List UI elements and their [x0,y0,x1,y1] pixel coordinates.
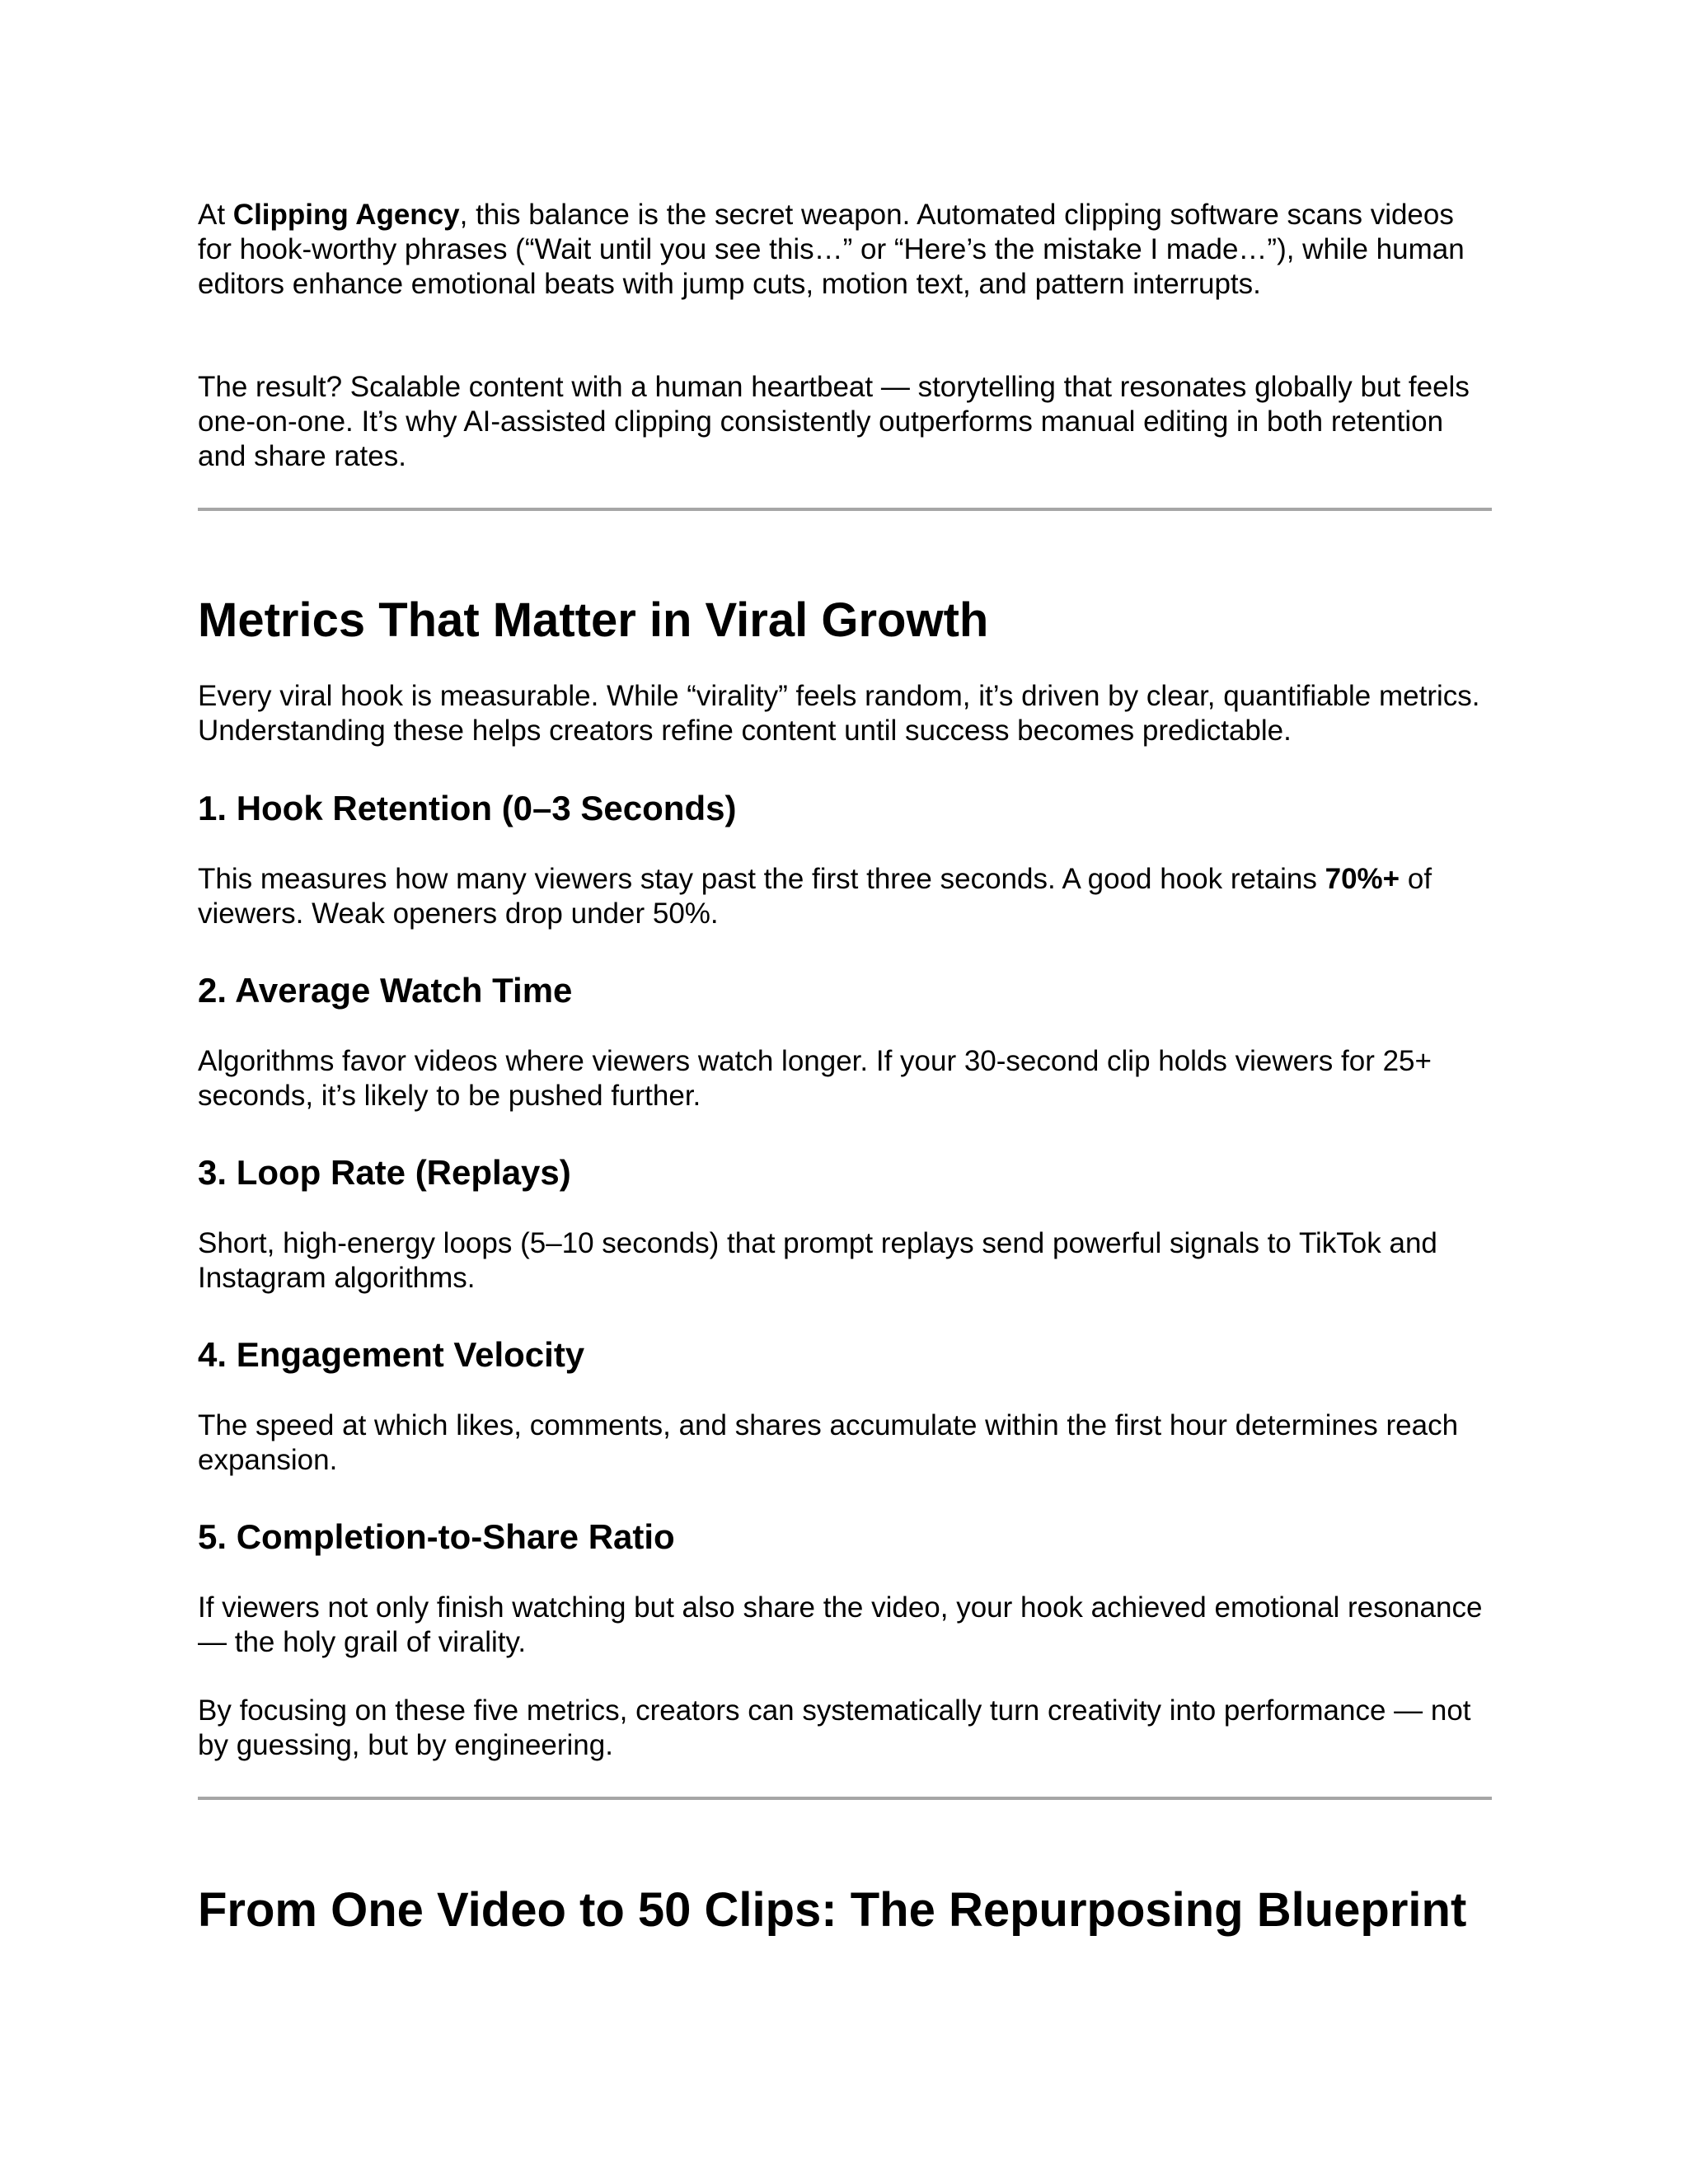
metric-highlight: 70%+ [1325,863,1400,895]
metric-title-loop-rate: 3. Loop Rate (Replays) [198,1153,571,1192]
metrics-conclusion: By focusing on these five metrics, creators can systematically turn creativity into performance — not by guessing, but by engineering. [198,1694,1471,1761]
metric-text-hook-retention [198,862,1492,931]
metric-text-completion-share: If viewers not only finish watching but also share the video, your hook achieved emotional resonance — the holy grail of virality. [198,1591,1483,1658]
metric-title-hook-retention: 1. Hook Retention (0–3 Seconds) [198,789,737,827]
metric-text-part: of viewers. Weak openers drop under 50%. [198,863,1432,930]
metric-text-engagement-velocity: The speed at which likes, comments, and shares accumulate within the first hour determines reach expansion. [198,1409,1459,1476]
intro-prefix: At [198,199,233,231]
metric-title-engagement-velocity: 4. Engagement Velocity [198,1335,585,1374]
intro-paragraph-1 [198,198,1492,302]
section-divider [198,1797,1492,1800]
metric-text-loop-rate: Short, high-energy loops (5–10 seconds) that prompt replays send powerful signals to TikTok and Instagram algorithms. [198,1227,1437,1294]
metric-title-watch-time: 2. Average Watch Time [198,971,573,1010]
section-divider [198,508,1492,511]
brand-name: Clipping Agency [232,199,460,231]
section-heading-repurposing: From One Video to 50 Clips: The Repurposing Blueprint [198,1883,1467,1937]
intro-paragraph-2: The result? Scalable content with a human heartbeat — storytelling that resonates globally but feels one-on-one. It’s why AI-assisted clipping consistently outperforms manual editing in both retention and share rates. [198,371,1470,472]
metrics-intro: Every viral hook is measurable. While “virality” feels random, it’s driven by clear, quantifiable metrics. Understanding these helps creators refine content until success becomes predictable. [198,680,1480,747]
intro-rest: , this balance is the secret weapon. Automated clipping software scans videos for hook-worthy phrases (“Wait until you see this…” or “Here’s the mistake I made…”), while human editors enhance emotional beats with jump cuts, motion text, and pattern interrupts. [198,199,1465,300]
metric-text-watch-time: Algorithms favor videos where viewers watch longer. If your 30-second clip holds viewers for 25+ seconds, it’s likely to be pushed further. [198,1045,1432,1112]
section-heading-metrics: Metrics That Matter in Viral Growth [198,593,989,647]
metric-title-completion-share: 5. Completion-to-Share Ratio [198,1517,675,1556]
metric-text-part: This measures how many viewers stay past the first three seconds. A good hook retains [198,863,1325,895]
